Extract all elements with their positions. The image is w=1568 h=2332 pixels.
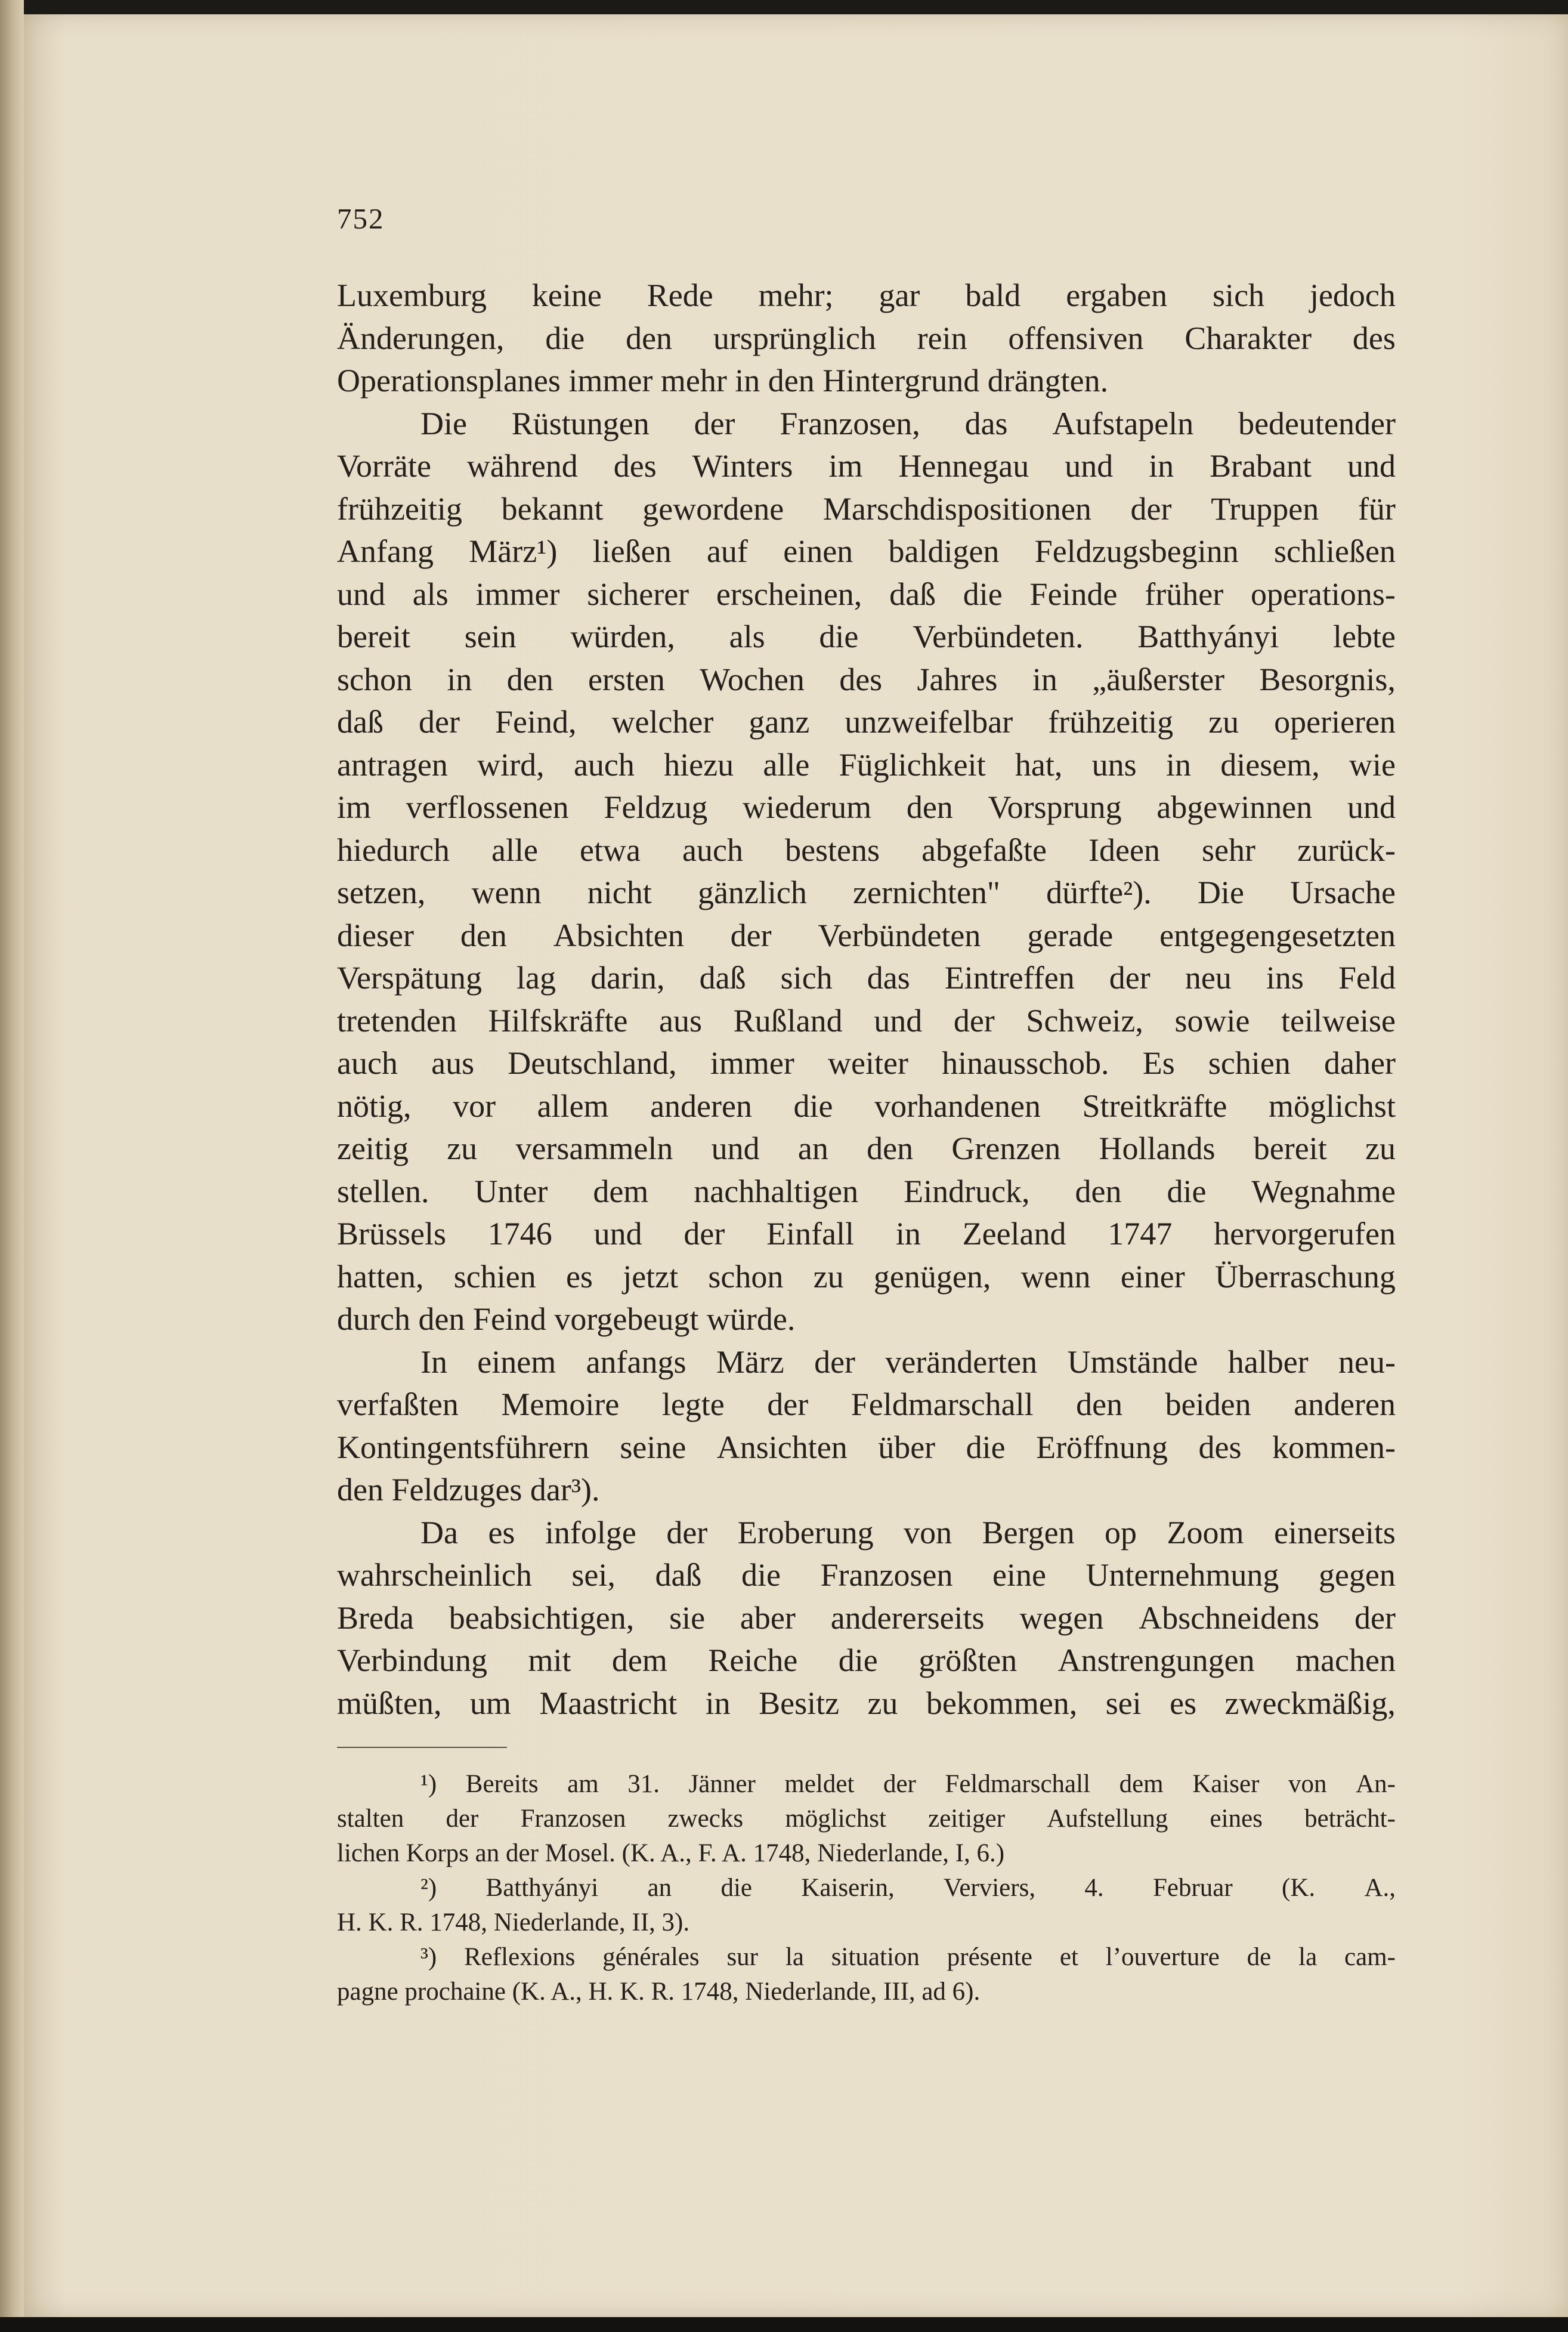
body-line: wahrscheinlich sei, daß die Franzosen eine Unternehmung gegen: [337, 1557, 1396, 1593]
body-line: Luxemburg keine Rede mehr; gar bald ergaben sich jedoch: [337, 277, 1396, 313]
body-line: Da es infolge der Eroberung von Bergen op Zoom einerseits: [420, 1514, 1396, 1550]
footnote-line: lichen Korps an der Mosel. (K. A., F. A. 1748, Niederlande, I, 6.): [337, 1839, 1005, 1867]
body-line: und als immer sicherer erscheinen, daß die Feinde früher operations-: [337, 576, 1396, 612]
footnote-line: pagne prochaine (K. A., H. K. R. 1748, Niederlande, III, ad 6).: [337, 1978, 981, 2006]
body-line: Änderungen, die den ursprünglich rein offensiven Charakter des: [337, 320, 1396, 356]
body-line: zeitig zu versammeln und an den Grenzen Hollands bereit zu: [337, 1131, 1396, 1166]
page-binding-edge: [0, 0, 24, 2332]
body-line: den Feldzuges dar³).: [337, 1472, 600, 1508]
footnote-line: ¹) Bereits am 31. Jänner meldet der Feldmarschall dem Kaiser von An-: [420, 1770, 1396, 1798]
body-line: verfaßten Memoire legte der Feldmarschall den beiden anderen: [337, 1386, 1396, 1422]
body-line: schon in den ersten Wochen des Jahres in „äußerster Besorgnis,: [337, 661, 1396, 697]
body-line: dieser den Absichten der Verbündeten gerade entgegengesetzten: [337, 917, 1396, 953]
body-text: [337, 274, 1396, 1725]
body-line: Anfang März¹) ließen auf einen baldigen Feldzugsbeginn schließen: [337, 533, 1396, 569]
body-line: stellen. Unter dem nachhaltigen Eindruck, den die Wegnahme: [337, 1173, 1396, 1209]
body-line: bereit sein würden, als die Verbündeten. Batthyányi lebte: [337, 619, 1396, 654]
body-line: Brüssels 1746 und der Einfall in Zeeland 1747 hervorgerufen: [337, 1216, 1396, 1252]
body-line: im verflossenen Feldzug wiederum den Vorsprung abgewinnen und: [337, 789, 1396, 825]
body-line: Verbindung mit dem Reiche die größten Anstrengungen machen: [337, 1642, 1396, 1678]
footnote-divider: [337, 1747, 507, 1748]
body-line: durch den Feind vorgebeugt würde.: [337, 1301, 796, 1337]
footnote-line: stalten der Franzosen zwecks möglichst zeitiger Aufstellung eines beträcht-: [337, 1805, 1396, 1833]
body-line: Breda beabsichtigen, sie aber andererseits wegen Abschneidens der: [337, 1599, 1396, 1636]
body-line: Kontingentsführern seine Ansichten über die Eröffnung des kommen-: [337, 1429, 1396, 1465]
scan-border-bottom: [0, 2317, 1568, 2332]
body-line: auch aus Deutschland, immer weiter hinausschob. Es schien daher: [337, 1045, 1396, 1081]
body-line: Vorräte während des Winters im Hennegau und in Brabant und: [337, 448, 1396, 484]
body-line: daß der Feind, welcher ganz unzweifelbar frühzeitig zu operieren: [337, 704, 1396, 740]
body-line: Operationsplanes immer mehr in den Hintergrund drängten.: [337, 363, 1109, 399]
body-line: tretenden Hilfskräfte aus Rußland und der Schweiz, sowie teilweise: [337, 1002, 1396, 1039]
footnotes: [337, 1767, 1396, 2009]
body-line: nötig, vor allem anderen die vorhandenen Streitkräfte möglichst: [337, 1088, 1396, 1124]
body-line: antragen wird, auch hiezu alle Füglichkeit hat, uns in diesem, wie: [337, 746, 1396, 783]
page-number: 752: [337, 202, 385, 235]
body-line: Verspätung lag darin, daß sich das Eintreffen der neu ins Feld: [337, 960, 1396, 996]
body-line: In einem anfangs März der veränderten Umstände halber neu-: [420, 1343, 1396, 1380]
footnote-line: ²) Batthyányi an die Kaiserin, Verviers, 4. Februar (K. A.,: [420, 1874, 1396, 1902]
footnote-line: ³) Reflexions générales sur la situation présente et l’ouverture de la cam-: [420, 1943, 1396, 1971]
body-line: hatten, schien es jetzt schon zu genügen, wenn einer Überraschung: [337, 1258, 1396, 1295]
body-line: frühzeitig bekannt gewordene Marschdispositionen der Truppen für: [337, 490, 1396, 527]
body-line: hiedurch alle etwa auch bestens abgefaßte Ideen sehr zurück-: [337, 832, 1396, 868]
body-line: Die Rüstungen der Franzosen, das Aufstapeln bedeutender: [420, 405, 1396, 441]
body-line: setzen, wenn nicht gänzlich zernichten" dürfte²). Die Ursache: [337, 875, 1396, 910]
body-line: müßten, um Maastricht in Besitz zu bekommen, sei es zweckmäßig,: [337, 1685, 1396, 1721]
footnote-line: H. K. R. 1748, Niederlande, II, 3).: [337, 1908, 690, 1936]
